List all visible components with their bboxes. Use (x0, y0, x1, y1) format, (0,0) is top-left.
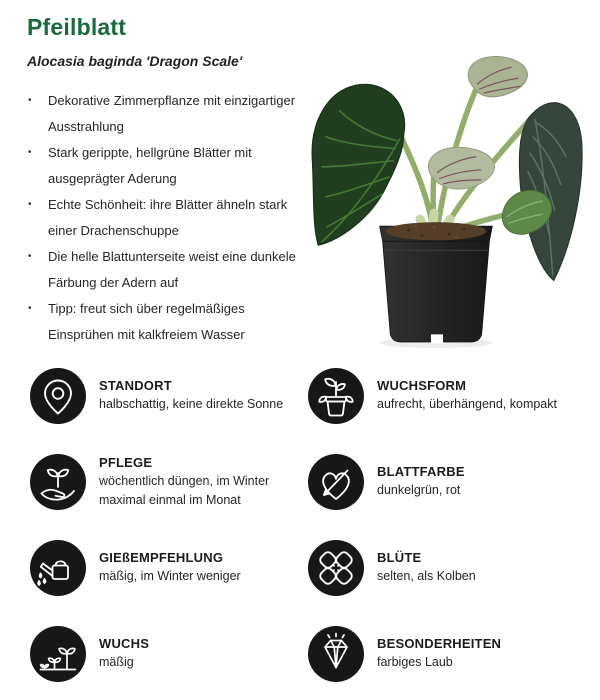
diamond-icon (308, 626, 364, 682)
attribute-standort (30, 368, 308, 424)
soil (386, 222, 487, 240)
potted-plant-icon (308, 368, 364, 424)
attribute-pflege (30, 454, 308, 510)
feature-bullet-list (27, 88, 303, 348)
bullet-item: • Stark gerippte, hellgrüne Blätter mit ausgeprägter Aderung (27, 140, 303, 192)
attribute-label: BESONDERHEITEN (377, 636, 502, 652)
attribute-label: BLÜTE (377, 550, 422, 566)
alocasia-plant-illustration (283, 48, 595, 350)
attribute-wuchs (30, 626, 308, 682)
attribute-besonderheiten (308, 626, 592, 682)
attribute-description: wöchentlich düngen, im Winter maximal einmal im Monat (99, 474, 270, 507)
hand-with-plant-icon (30, 454, 86, 510)
attribute-label: WUCHSFORM (377, 378, 467, 394)
location-pin-icon (30, 368, 86, 424)
page-title: Pfeilblatt (27, 14, 127, 40)
flower-icon (308, 540, 364, 596)
bullet-item: • Tipp: freut sich über regelmäßiges Einsprühen mit kalkfreiem Wasser (27, 296, 303, 348)
leaf-paintbrush-icon (308, 454, 364, 510)
attribute-description: halbschattig, keine direkte Sonne (99, 397, 284, 412)
bullet-item: • Dekorative Zimmerpflanze mit einzigartiger Ausstrahlung (27, 88, 303, 140)
attribute-label: GIEßEMPFEHLUNG (99, 550, 224, 566)
attribute-label: WUCHS (99, 636, 150, 652)
bullet-item: • Die helle Blattunterseite weist eine dunkele Färbung der Adern auf (27, 244, 303, 296)
plant-photo (283, 48, 595, 350)
attribute-blattfarbe (308, 454, 592, 510)
attribute-bluete (308, 540, 592, 596)
plant-pot (380, 226, 493, 343)
attribute-description: mäßig (99, 655, 134, 670)
leaf-silver-middle (428, 147, 494, 189)
attribute-label: STANDORT (99, 378, 172, 394)
attribute-description: dunkelgrün, rot (377, 483, 461, 498)
watering-can-icon (30, 540, 86, 596)
attribute-label: PFLEGE (99, 455, 153, 471)
attributes-grid (30, 368, 592, 682)
attribute-description: farbiges Laub (377, 655, 453, 670)
attribute-description: mäßig, im Winter weniger (99, 569, 241, 584)
growing-plants-icon (30, 626, 86, 682)
botanical-name: Alocasia baginda 'Dragon Scale' (27, 53, 243, 69)
leaf-silver-top (468, 56, 527, 96)
attribute-giessempfehlung (30, 540, 308, 596)
attribute-description: aufrecht, überhängend, kompakt (377, 397, 557, 412)
attribute-description: selten, als Kolben (377, 569, 476, 584)
bullet-item: • Echte Schönheit: ihre Blätter ähneln stark einer Drachenschuppe (27, 192, 303, 244)
attribute-wuchsform (308, 368, 592, 424)
attribute-label: BLATTFARBE (377, 464, 465, 480)
leaf-dark-left (312, 84, 405, 245)
